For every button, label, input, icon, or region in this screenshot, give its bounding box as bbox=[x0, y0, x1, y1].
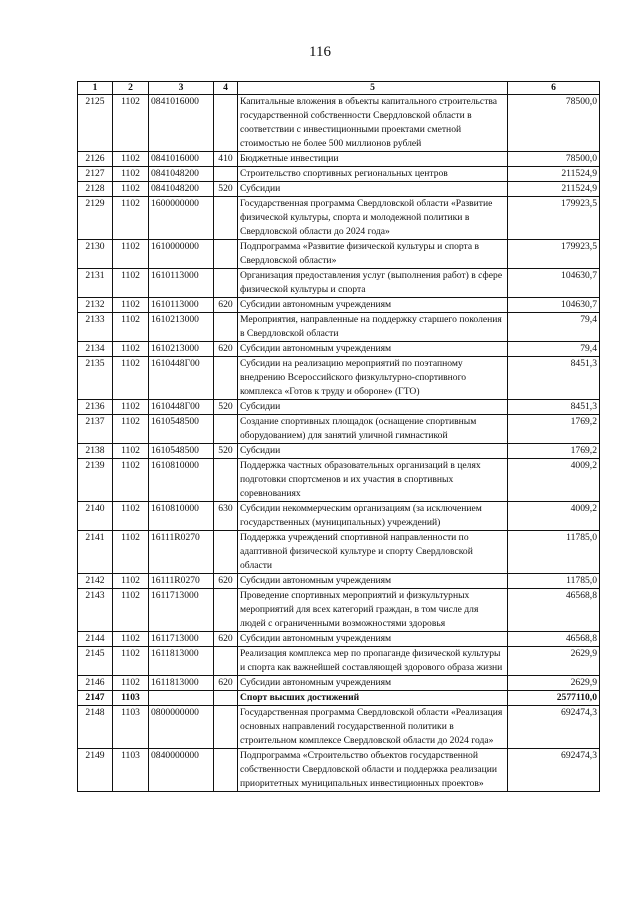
row-number-cell: 2134 bbox=[78, 342, 113, 357]
target-code-cell: 1611813000 bbox=[149, 647, 214, 676]
target-code-cell: 1610113000 bbox=[149, 269, 214, 298]
table-row bbox=[78, 459, 600, 502]
amount-cell: 104630,7 bbox=[508, 269, 600, 298]
page-number: 116 bbox=[309, 44, 331, 60]
section-code-cell: 1103 bbox=[113, 706, 149, 749]
row-number-cell: 2140 bbox=[78, 502, 113, 531]
expense-type-cell bbox=[214, 415, 238, 444]
section-code-cell: 1102 bbox=[113, 298, 149, 313]
expense-type-cell: 520 bbox=[214, 400, 238, 415]
table-row bbox=[78, 647, 600, 676]
row-number-cell: 2141 bbox=[78, 531, 113, 574]
table-body bbox=[78, 95, 600, 792]
section-code-cell: 1102 bbox=[113, 459, 149, 502]
table-row bbox=[78, 400, 600, 415]
section-code-cell: 1102 bbox=[113, 400, 149, 415]
row-number-cell: 2149 bbox=[78, 749, 113, 792]
table-row bbox=[78, 182, 600, 197]
item-name-cell: Капитальные вложения в объекты капитального строительства государственной собственности Свердловской области в соответствии с инвестиционными проектами сметной стоимостью не более 500 миллионов рублей bbox=[238, 95, 508, 152]
expense-type-cell bbox=[214, 95, 238, 152]
amount-cell: 8451,3 bbox=[508, 400, 600, 415]
item-name-cell: Государственная программа Свердловской области «Развитие физической культуры, спорта и молодежной политики в Свердловской области до 2024 года» bbox=[238, 197, 508, 240]
section-code-cell: 1103 bbox=[113, 749, 149, 792]
item-name-cell: Поддержка частных образовательных организаций в целях подготовки спортсменов и их участия в спортивных соревнованиях bbox=[238, 459, 508, 502]
item-name-cell: Субсидии автономным учреждениям bbox=[238, 574, 508, 589]
section-code-cell: 1102 bbox=[113, 531, 149, 574]
item-name-cell: Субсидии bbox=[238, 444, 508, 459]
section-code-cell: 1102 bbox=[113, 269, 149, 298]
table-row bbox=[78, 589, 600, 632]
amount-cell: 4009,2 bbox=[508, 502, 600, 531]
target-code-cell: 0841016000 bbox=[149, 95, 214, 152]
row-number-cell: 2129 bbox=[78, 197, 113, 240]
table-row bbox=[78, 415, 600, 444]
column-header: 4 bbox=[214, 82, 238, 95]
item-name-cell: Подпрограмма «Развитие физической культуры и спорта в Свердловской области» bbox=[238, 240, 508, 269]
row-number-cell: 2127 bbox=[78, 167, 113, 182]
item-name-cell: Субсидии на реализацию мероприятий по поэтапному внедрению Всероссийского физкультурно-спортивного комплекса «Готов к труду и обороне» (ГТО) bbox=[238, 357, 508, 400]
section-code-cell: 1102 bbox=[113, 647, 149, 676]
target-code-cell: 1610810000 bbox=[149, 502, 214, 531]
item-name-cell: Субсидии некоммерческим организациям (за исключением государственных (муниципальных) учреждений) bbox=[238, 502, 508, 531]
expense-type-cell: 520 bbox=[214, 444, 238, 459]
row-number-cell: 2145 bbox=[78, 647, 113, 676]
target-code-cell: 0800000000 bbox=[149, 706, 214, 749]
amount-cell: 2577110,0 bbox=[508, 691, 600, 706]
section-code-cell: 1103 bbox=[113, 691, 149, 706]
row-number-cell: 2148 bbox=[78, 706, 113, 749]
expense-type-cell bbox=[214, 357, 238, 400]
item-name-cell: Подпрограмма «Строительство объектов государственной собственности Свердловской области и поддержка реализации приоритетных муниципальных инвестиционных проектов» bbox=[238, 749, 508, 792]
table-row bbox=[78, 691, 600, 706]
table-row bbox=[78, 706, 600, 749]
item-name-cell: Субсидии автономным учреждениям bbox=[238, 342, 508, 357]
column-header: 6 bbox=[508, 82, 600, 95]
row-number-cell: 2128 bbox=[78, 182, 113, 197]
expense-type-cell: 410 bbox=[214, 152, 238, 167]
target-code-cell: 1611713000 bbox=[149, 589, 214, 632]
section-code-cell: 1102 bbox=[113, 676, 149, 691]
expense-type-cell bbox=[214, 691, 238, 706]
column-header: 5 bbox=[238, 82, 508, 95]
target-code-cell: 0841016000 bbox=[149, 152, 214, 167]
row-number-cell: 2138 bbox=[78, 444, 113, 459]
amount-cell: 692474,3 bbox=[508, 749, 600, 792]
target-code-cell: 1600000000 bbox=[149, 197, 214, 240]
target-code-cell: 1610548500 bbox=[149, 415, 214, 444]
table-row bbox=[78, 502, 600, 531]
section-code-cell: 1102 bbox=[113, 415, 149, 444]
amount-cell: 2629,9 bbox=[508, 676, 600, 691]
item-name-cell: Организация предоставления услуг (выполнения работ) в сфере физической культуры и спорта bbox=[238, 269, 508, 298]
expense-type-cell bbox=[214, 706, 238, 749]
table-row bbox=[78, 574, 600, 589]
target-code-cell bbox=[149, 691, 214, 706]
target-code-cell: 1610448Г00 bbox=[149, 400, 214, 415]
target-code-cell: 1610113000 bbox=[149, 298, 214, 313]
table-row bbox=[78, 95, 600, 152]
target-code-cell: 1610810000 bbox=[149, 459, 214, 502]
section-code-cell: 1102 bbox=[113, 152, 149, 167]
section-code-cell: 1102 bbox=[113, 632, 149, 647]
target-code-cell: 1610213000 bbox=[149, 313, 214, 342]
expense-type-cell: 620 bbox=[214, 676, 238, 691]
amount-cell: 46568,8 bbox=[508, 589, 600, 632]
amount-cell: 692474,3 bbox=[508, 706, 600, 749]
amount-cell: 11785,0 bbox=[508, 574, 600, 589]
row-number-cell: 2137 bbox=[78, 415, 113, 444]
amount-cell: 4009,2 bbox=[508, 459, 600, 502]
table-row bbox=[78, 632, 600, 647]
column-header: 3 bbox=[149, 82, 214, 95]
item-name-cell: Строительство спортивных региональных центров bbox=[238, 167, 508, 182]
amount-cell: 79,4 bbox=[508, 313, 600, 342]
row-number-cell: 2147 bbox=[78, 691, 113, 706]
table-row bbox=[78, 298, 600, 313]
table-row bbox=[78, 152, 600, 167]
target-code-cell: 16111R0270 bbox=[149, 531, 214, 574]
row-number-cell: 2126 bbox=[78, 152, 113, 167]
table-row bbox=[78, 313, 600, 342]
section-code-cell: 1102 bbox=[113, 589, 149, 632]
item-name-cell: Субсидии автономным учреждениям bbox=[238, 632, 508, 647]
item-name-cell: Мероприятия, направленные на поддержку старшего поколения в Свердловской области bbox=[238, 313, 508, 342]
target-code-cell: 1610448Г00 bbox=[149, 357, 214, 400]
table-row bbox=[78, 749, 600, 792]
expense-type-cell bbox=[214, 531, 238, 574]
expense-type-cell bbox=[214, 197, 238, 240]
section-code-cell: 1102 bbox=[113, 502, 149, 531]
target-code-cell: 0840000000 bbox=[149, 749, 214, 792]
item-name-cell: Реализация комплекса мер по пропаганде физической культуры и спорта как важнейшей составляющей здорового образа жизни bbox=[238, 647, 508, 676]
amount-cell: 179923,5 bbox=[508, 240, 600, 269]
section-code-cell: 1102 bbox=[113, 357, 149, 400]
target-code-cell: 16111R0270 bbox=[149, 574, 214, 589]
row-number-cell: 2144 bbox=[78, 632, 113, 647]
item-name-cell: Проведение спортивных мероприятий и физкультурных мероприятий для всех категорий граждан, в том числе для людей с ограниченными возможностями здоровья bbox=[238, 589, 508, 632]
section-code-cell: 1102 bbox=[113, 95, 149, 152]
section-code-cell: 1102 bbox=[113, 182, 149, 197]
amount-cell: 46568,8 bbox=[508, 632, 600, 647]
budget-table bbox=[77, 81, 600, 792]
table-row bbox=[78, 167, 600, 182]
section-code-cell: 1102 bbox=[113, 197, 149, 240]
table-row bbox=[78, 357, 600, 400]
item-name-cell: Поддержка учреждений спортивной направленности по адаптивной физической культуре и спорту Свердловской области bbox=[238, 531, 508, 574]
target-code-cell: 0841048200 bbox=[149, 167, 214, 182]
expense-type-cell bbox=[214, 749, 238, 792]
item-name-cell: Субсидии автономным учреждениям bbox=[238, 298, 508, 313]
amount-cell: 179923,5 bbox=[508, 197, 600, 240]
amount-cell: 1769,2 bbox=[508, 415, 600, 444]
item-name-cell: Создание спортивных площадок (оснащение спортивным оборудованием) для занятий уличной гимнастикой bbox=[238, 415, 508, 444]
amount-cell: 104630,7 bbox=[508, 298, 600, 313]
row-number-cell: 2146 bbox=[78, 676, 113, 691]
section-code-cell: 1102 bbox=[113, 574, 149, 589]
row-number-cell: 2143 bbox=[78, 589, 113, 632]
expense-type-cell: 620 bbox=[214, 342, 238, 357]
amount-cell: 211524,9 bbox=[508, 167, 600, 182]
table-row bbox=[78, 240, 600, 269]
item-name-cell: Субсидии bbox=[238, 400, 508, 415]
row-number-cell: 2142 bbox=[78, 574, 113, 589]
column-header: 1 bbox=[78, 82, 113, 95]
expense-type-cell bbox=[214, 240, 238, 269]
amount-cell: 2629,9 bbox=[508, 647, 600, 676]
expense-type-cell bbox=[214, 459, 238, 502]
item-name-cell: Субсидии bbox=[238, 182, 508, 197]
expense-type-cell bbox=[214, 167, 238, 182]
table-row bbox=[78, 444, 600, 459]
amount-cell: 78500,0 bbox=[508, 95, 600, 152]
table-row bbox=[78, 342, 600, 357]
item-name-cell: Государственная программа Свердловской области «Реализация основных направлений государственной политики в строительном комплексе Свердловской области до 2024 года» bbox=[238, 706, 508, 749]
expense-type-cell: 620 bbox=[214, 632, 238, 647]
amount-cell: 8451,3 bbox=[508, 357, 600, 400]
row-number-cell: 2131 bbox=[78, 269, 113, 298]
expense-type-cell: 620 bbox=[214, 298, 238, 313]
section-code-cell: 1102 bbox=[113, 444, 149, 459]
expense-type-cell bbox=[214, 313, 238, 342]
table-row bbox=[78, 197, 600, 240]
table-row bbox=[78, 531, 600, 574]
table-row bbox=[78, 676, 600, 691]
amount-cell: 79,4 bbox=[508, 342, 600, 357]
expense-type-cell bbox=[214, 589, 238, 632]
row-number-cell: 2139 bbox=[78, 459, 113, 502]
target-code-cell: 1610548500 bbox=[149, 444, 214, 459]
amount-cell: 11785,0 bbox=[508, 531, 600, 574]
target-code-cell: 1610000000 bbox=[149, 240, 214, 269]
target-code-cell: 0841048200 bbox=[149, 182, 214, 197]
target-code-cell: 1611813000 bbox=[149, 676, 214, 691]
amount-cell: 1769,2 bbox=[508, 444, 600, 459]
item-name-cell: Субсидии автономным учреждениям bbox=[238, 676, 508, 691]
expense-type-cell: 620 bbox=[214, 574, 238, 589]
section-code-cell: 1102 bbox=[113, 167, 149, 182]
amount-cell: 78500,0 bbox=[508, 152, 600, 167]
row-number-cell: 2132 bbox=[78, 298, 113, 313]
column-header: 2 bbox=[113, 82, 149, 95]
row-number-cell: 2136 bbox=[78, 400, 113, 415]
row-number-cell: 2135 bbox=[78, 357, 113, 400]
expense-type-cell: 520 bbox=[214, 182, 238, 197]
table-header-row bbox=[78, 82, 600, 95]
section-code-cell: 1102 bbox=[113, 313, 149, 342]
expense-type-cell bbox=[214, 269, 238, 298]
target-code-cell: 1610213000 bbox=[149, 342, 214, 357]
target-code-cell: 1611713000 bbox=[149, 632, 214, 647]
amount-cell: 211524,9 bbox=[508, 182, 600, 197]
table-row bbox=[78, 269, 600, 298]
item-name-cell: Спорт высших достижений bbox=[238, 691, 508, 706]
section-code-cell: 1102 bbox=[113, 240, 149, 269]
expense-type-cell: 630 bbox=[214, 502, 238, 531]
row-number-cell: 2133 bbox=[78, 313, 113, 342]
section-code-cell: 1102 bbox=[113, 342, 149, 357]
row-number-cell: 2130 bbox=[78, 240, 113, 269]
expense-type-cell bbox=[214, 647, 238, 676]
row-number-cell: 2125 bbox=[78, 95, 113, 152]
item-name-cell: Бюджетные инвестиции bbox=[238, 152, 508, 167]
